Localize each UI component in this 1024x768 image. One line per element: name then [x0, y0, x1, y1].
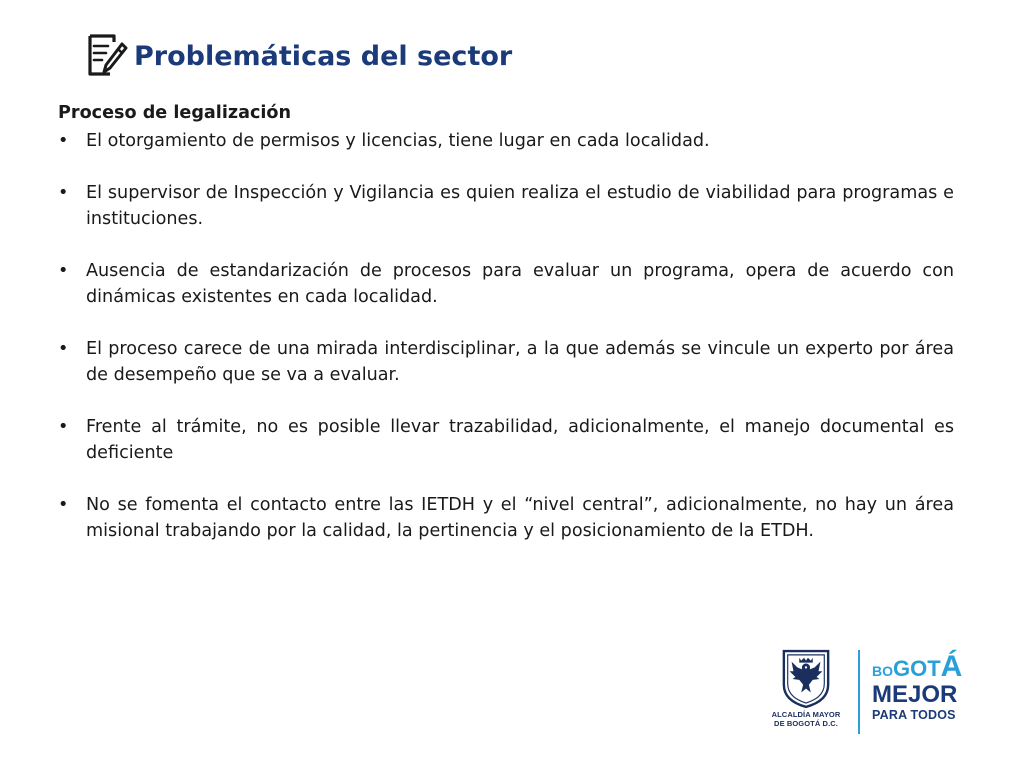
bogota-coat-of-arms-icon	[780, 648, 832, 708]
alcaldia-name-line2: DE BOGOTÁ D.C.	[774, 719, 838, 728]
slide-content	[58, 100, 954, 570]
logo-divider	[858, 650, 860, 734]
bullet-item: • Frente al trámite, no es posible llevar trazabilidad, adicionalmente, el manejo documental es deficiente	[58, 414, 954, 466]
bullet-item: • El otorgamiento de permisos y licencias, tiene lugar en cada localidad.	[58, 128, 954, 154]
alcaldia-name-line1: ALCALDÍA MAYOR	[771, 710, 841, 719]
bullet-item: • El proceso carece de una mirada interdisciplinar, a la que además se vincule un experto por área de desempeño que se va a evaluar.	[58, 336, 954, 388]
bullet-item: • Ausencia de estandarización de procesos para evaluar un programa, opera de acuerdo con dinámicas existentes en cada localidad.	[58, 258, 954, 310]
brand-para-todos: PARA TODOS	[872, 708, 956, 722]
brand-mejor: MEJOR	[872, 681, 958, 708]
alcaldia-logo	[760, 648, 852, 736]
brand-bogota: BOGOTÁ	[872, 650, 963, 683]
section-heading: Proceso de legalización	[58, 103, 292, 123]
slide-header	[84, 28, 512, 84]
bogota-mejor-logo	[872, 652, 992, 736]
bullet-list	[58, 128, 954, 544]
edit-note-icon	[84, 32, 130, 80]
footer-logos	[760, 648, 992, 736]
slide-title: Problemáticas del sector	[134, 40, 513, 72]
bullet-item: • No se fomenta el contacto entre las IETDH y el “nivel central”, adicionalmente, no hay un área misional trabajando por la calidad, la pertinencia y el posicionamiento de la ETDH.	[58, 492, 954, 544]
bullet-item: • El supervisor de Inspección y Vigilancia es quien realiza el estudio de viabilidad para programas e instituciones.	[58, 180, 954, 232]
